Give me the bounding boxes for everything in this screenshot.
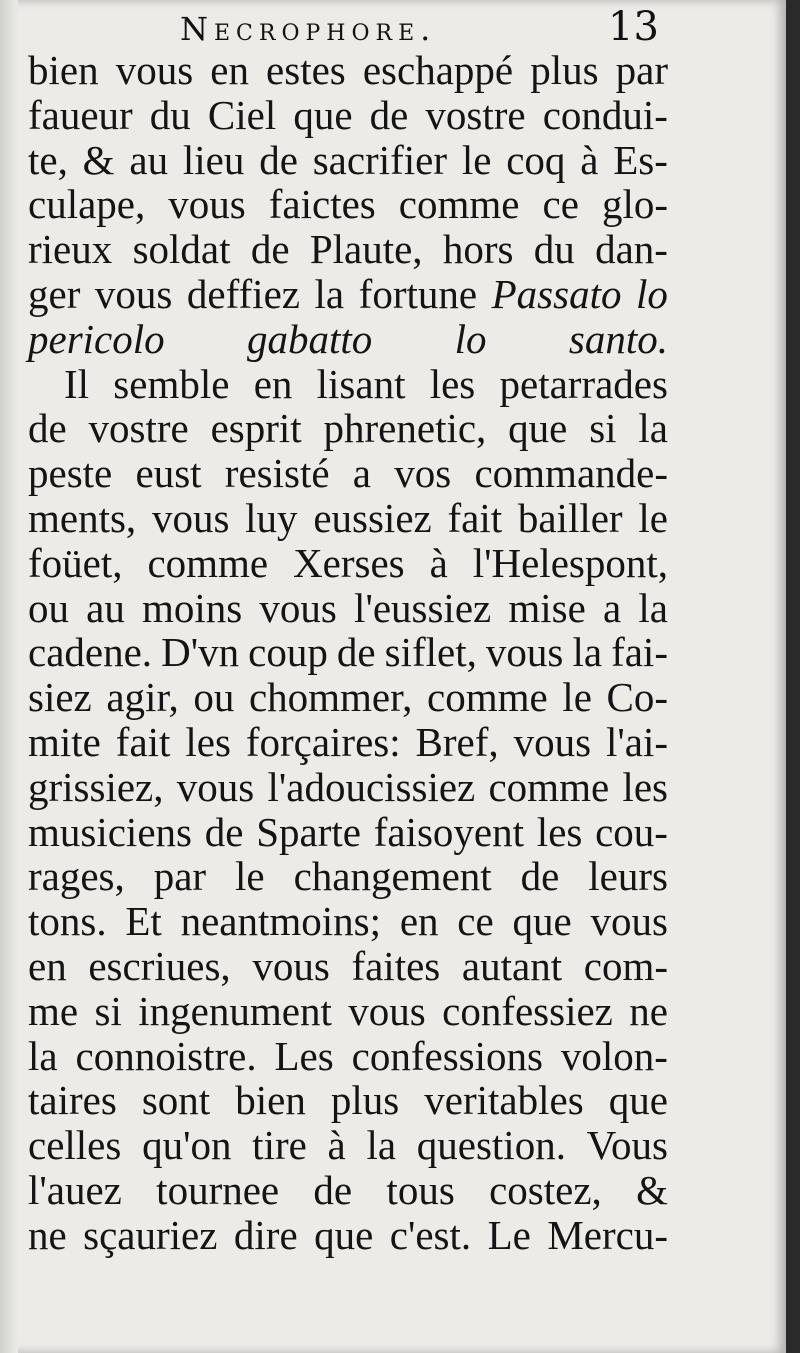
word: escriues, bbox=[88, 942, 231, 989]
word: ou bbox=[28, 584, 69, 631]
page-gutter bbox=[0, 0, 18, 1353]
word: la bbox=[366, 1122, 397, 1169]
word: de bbox=[336, 629, 376, 676]
word: lisant bbox=[316, 360, 406, 407]
word: coq bbox=[506, 136, 566, 183]
word: siflet, bbox=[384, 629, 477, 676]
word: glo- bbox=[601, 181, 668, 228]
italic-word: Passato bbox=[491, 270, 622, 317]
italic-word: gabatto bbox=[246, 315, 373, 362]
word: eschappé bbox=[362, 47, 514, 93]
word: sçauriez bbox=[83, 1211, 218, 1258]
word: faisoyent bbox=[373, 808, 525, 855]
text-line bbox=[28, 451, 668, 496]
body-text bbox=[28, 48, 668, 1258]
word: vous bbox=[115, 47, 194, 93]
word: grissiez, bbox=[28, 763, 164, 810]
word: bien bbox=[28, 47, 99, 93]
word: veritables bbox=[424, 1077, 584, 1124]
word: c'est. bbox=[389, 1211, 472, 1258]
word: com- bbox=[583, 942, 668, 989]
word: vos bbox=[394, 450, 452, 497]
word: ce bbox=[542, 181, 579, 228]
word: Bref, bbox=[415, 718, 499, 765]
word: que bbox=[512, 898, 572, 945]
word: chommer, bbox=[248, 674, 413, 721]
word: vous bbox=[485, 629, 564, 676]
word: vostre bbox=[425, 91, 526, 138]
text-line bbox=[28, 1034, 668, 1079]
italic-word: lo bbox=[454, 315, 487, 362]
word: de bbox=[28, 405, 67, 452]
word: soldat bbox=[132, 226, 231, 273]
word: semble bbox=[113, 360, 230, 407]
word: te, bbox=[28, 136, 68, 183]
word: Sparte bbox=[256, 808, 361, 855]
word: Et bbox=[125, 898, 162, 945]
word: Il bbox=[64, 360, 90, 407]
word: ou bbox=[193, 674, 235, 721]
word: ger bbox=[28, 270, 81, 317]
word: resisté bbox=[224, 450, 330, 497]
text-line bbox=[28, 182, 668, 227]
word: vous bbox=[94, 270, 173, 317]
word: Le bbox=[487, 1211, 531, 1258]
word: coup bbox=[248, 629, 328, 676]
text-line bbox=[28, 765, 668, 810]
word: rages, bbox=[28, 853, 125, 900]
word: Mercu- bbox=[547, 1211, 668, 1258]
text-line bbox=[28, 93, 668, 138]
word: cou- bbox=[595, 808, 668, 855]
word: plus bbox=[530, 47, 599, 93]
word: D'vn bbox=[161, 629, 240, 676]
word: le bbox=[638, 494, 668, 541]
word: a bbox=[352, 450, 371, 497]
word: si bbox=[589, 405, 617, 452]
text-line bbox=[28, 138, 668, 183]
word: eussiez bbox=[313, 494, 432, 541]
word: connoistre. bbox=[75, 1032, 257, 1079]
text-line bbox=[28, 630, 668, 675]
word: la bbox=[572, 629, 603, 676]
word: vous bbox=[348, 987, 426, 1034]
word: musiciens bbox=[28, 808, 192, 855]
word: confessions bbox=[351, 1032, 543, 1079]
text-line bbox=[28, 720, 668, 765]
word: les bbox=[185, 718, 231, 765]
word: commande- bbox=[474, 450, 668, 497]
word: vous bbox=[252, 942, 330, 989]
word: dire bbox=[233, 1211, 298, 1258]
italic-word: lo bbox=[636, 270, 668, 317]
word: à bbox=[580, 136, 599, 183]
word: comme bbox=[398, 181, 520, 228]
word: phrenetic, bbox=[323, 405, 487, 452]
word: du bbox=[533, 226, 575, 273]
word: faictes bbox=[268, 181, 376, 228]
word: & bbox=[82, 136, 115, 183]
word: petarrades bbox=[499, 360, 668, 407]
word: moins bbox=[142, 584, 243, 631]
word: ments, bbox=[28, 494, 137, 541]
word: fait bbox=[115, 718, 171, 765]
word: fai- bbox=[611, 629, 668, 676]
word: de bbox=[259, 136, 298, 183]
word: me bbox=[28, 987, 79, 1034]
text-line bbox=[28, 944, 668, 989]
word: tons. bbox=[28, 898, 107, 945]
text-line bbox=[28, 675, 668, 720]
word: volon- bbox=[560, 1032, 668, 1079]
word: Ciel bbox=[207, 91, 277, 138]
word: de bbox=[250, 226, 290, 273]
word: au bbox=[129, 136, 169, 183]
word: de bbox=[369, 91, 409, 138]
text-line bbox=[28, 496, 668, 541]
word: bien bbox=[235, 1077, 306, 1124]
word: du bbox=[149, 91, 191, 138]
word: condui- bbox=[542, 91, 668, 138]
word: en bbox=[28, 942, 67, 989]
text-line bbox=[28, 989, 668, 1034]
word: vous bbox=[151, 494, 230, 541]
text-line bbox=[28, 362, 668, 407]
word: les bbox=[536, 808, 583, 855]
word: vous bbox=[168, 181, 246, 228]
text-line bbox=[28, 272, 668, 317]
word: le bbox=[461, 136, 492, 183]
word: que bbox=[314, 1211, 374, 1258]
word: Xerses bbox=[293, 539, 405, 586]
word: autant bbox=[461, 942, 563, 989]
running-title: Necrophore. bbox=[180, 10, 437, 48]
word: fortune bbox=[358, 270, 478, 317]
text-line bbox=[28, 406, 668, 451]
word: mite bbox=[28, 718, 101, 765]
word: en bbox=[399, 898, 439, 945]
word: de bbox=[313, 1166, 353, 1213]
text-line bbox=[28, 317, 668, 362]
word: tous bbox=[386, 1166, 455, 1213]
word: vostre bbox=[88, 405, 189, 452]
word: l'eussiez bbox=[354, 584, 492, 631]
word: cadene. bbox=[28, 629, 153, 676]
italic-word: santo. bbox=[568, 315, 668, 362]
page-number: 13 bbox=[608, 4, 659, 50]
text-line bbox=[28, 1213, 668, 1258]
word: tire bbox=[252, 1122, 307, 1169]
word: comme bbox=[147, 539, 269, 586]
word: tournee bbox=[156, 1166, 280, 1213]
word: faites bbox=[351, 942, 441, 989]
word: peste bbox=[28, 450, 113, 497]
word: les bbox=[429, 360, 476, 407]
text-line bbox=[28, 854, 668, 899]
word: comme bbox=[427, 674, 548, 721]
word: que bbox=[608, 1077, 668, 1124]
word: celles bbox=[28, 1122, 122, 1169]
word: l'adoucissiez bbox=[267, 763, 476, 810]
text-line bbox=[28, 1168, 668, 1213]
word: vous bbox=[590, 898, 668, 945]
word: fait bbox=[447, 494, 503, 541]
word: en bbox=[210, 47, 249, 93]
text-line bbox=[28, 541, 668, 586]
word: que bbox=[508, 405, 568, 452]
word: de bbox=[520, 853, 560, 900]
word: Co- bbox=[606, 674, 668, 721]
word: en bbox=[253, 360, 293, 407]
text-line bbox=[28, 48, 668, 93]
word: par bbox=[615, 47, 668, 93]
word: ne bbox=[28, 1211, 67, 1258]
text-line bbox=[28, 1078, 668, 1123]
text-line bbox=[28, 586, 668, 631]
word: la bbox=[314, 270, 345, 317]
word: qu'on bbox=[142, 1122, 232, 1169]
word: siez bbox=[28, 674, 92, 721]
word: vous bbox=[513, 718, 592, 765]
word: la bbox=[638, 405, 668, 452]
text-line bbox=[28, 1123, 668, 1168]
word: Plaute, bbox=[309, 226, 423, 273]
word: leurs bbox=[588, 853, 668, 900]
word: & bbox=[636, 1166, 668, 1213]
word: l'ai- bbox=[605, 718, 668, 765]
word: Es- bbox=[613, 136, 668, 183]
word: vous bbox=[176, 763, 255, 810]
word: Les bbox=[274, 1032, 334, 1079]
word: l'auez bbox=[28, 1166, 122, 1213]
word: culape, bbox=[28, 181, 146, 228]
word: confessiez bbox=[442, 987, 613, 1034]
word: foüet, bbox=[28, 539, 123, 586]
word: les bbox=[622, 763, 668, 810]
word: ne bbox=[629, 987, 668, 1034]
word: vous bbox=[259, 584, 337, 631]
word: luy bbox=[245, 494, 298, 541]
word: l'Helespont, bbox=[472, 539, 668, 586]
word: le bbox=[562, 674, 592, 721]
word: à bbox=[429, 539, 448, 586]
text-line bbox=[28, 227, 668, 272]
text-line bbox=[28, 810, 668, 855]
italic-word: pericolo bbox=[28, 315, 165, 362]
word: bailler bbox=[517, 494, 623, 541]
word: forçaires: bbox=[245, 718, 401, 765]
word: comme bbox=[488, 763, 610, 810]
text-line bbox=[28, 899, 668, 944]
word: sacrifier bbox=[312, 136, 447, 183]
word: deffiez bbox=[186, 270, 300, 317]
word: faueur bbox=[28, 91, 133, 138]
word: le bbox=[235, 853, 265, 900]
word: la bbox=[28, 1032, 58, 1079]
word: ce bbox=[457, 898, 494, 945]
word: lieu bbox=[182, 136, 245, 183]
word: plus bbox=[330, 1077, 400, 1124]
word: ingenument bbox=[138, 987, 332, 1034]
word: taires bbox=[28, 1077, 117, 1124]
word: question. bbox=[416, 1122, 566, 1169]
word: changement bbox=[293, 853, 492, 900]
word: à bbox=[327, 1122, 346, 1169]
word: rieux bbox=[28, 226, 113, 273]
word: mise bbox=[508, 584, 586, 631]
word: esprit bbox=[210, 405, 302, 452]
word: au bbox=[86, 584, 125, 631]
word: de bbox=[204, 808, 244, 855]
word: costez, bbox=[489, 1166, 602, 1213]
word: eust bbox=[135, 450, 202, 497]
word: si bbox=[94, 987, 122, 1034]
word: que bbox=[293, 91, 353, 138]
word: a bbox=[602, 584, 622, 631]
word: estes bbox=[266, 47, 346, 93]
word: neantmoins; bbox=[180, 898, 382, 945]
word: dan- bbox=[595, 226, 668, 273]
word: sont bbox=[141, 1077, 211, 1124]
word: hors bbox=[442, 226, 514, 273]
word: Vous bbox=[586, 1122, 668, 1169]
word: la bbox=[638, 584, 668, 631]
word: agir, bbox=[106, 674, 179, 721]
word: par bbox=[153, 853, 207, 900]
